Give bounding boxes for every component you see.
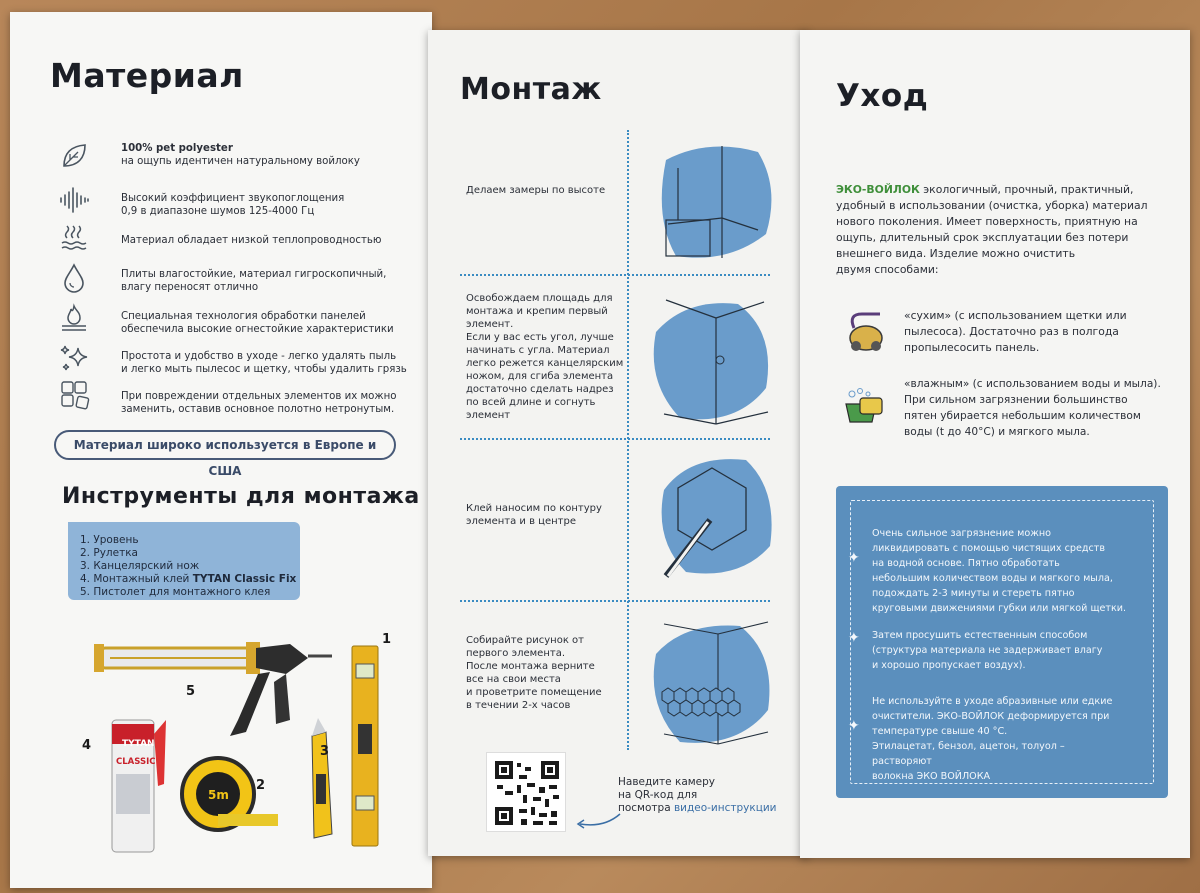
tape-measure-icon (182, 758, 278, 830)
tool-number: 3 (320, 744, 330, 759)
feature-item (58, 222, 418, 256)
material-panel (10, 12, 432, 888)
qr-caption-line: на QR-код для (618, 789, 698, 801)
tip-2 (872, 628, 1127, 673)
qr-caption-line: Наведите камеру (618, 776, 716, 788)
tip-line: (структура материала не задерживает влагу (872, 645, 1103, 656)
wet-line: «влажным» (с использованием воды и мыла). (904, 378, 1161, 390)
step-4-text (466, 634, 602, 712)
feature-line1: Специальная технология обработки панелей (121, 311, 366, 322)
tip-line: круговыми движениями губки или мягкой щетки. (872, 603, 1127, 614)
step-line: по всей длине и согнуть (466, 397, 596, 408)
step-3-text (466, 502, 602, 528)
dotted-divider (460, 274, 770, 276)
usage-badge: Материал широко используется в Европе и США (54, 430, 396, 460)
tiles-icon (58, 378, 90, 410)
step-line: Собирайте рисунок от (466, 635, 584, 646)
intro-line: ощупь, длительный срок эксплуатации без потери (836, 231, 1129, 244)
tip-line: подождать 2-3 минуты и стереть пятно (872, 588, 1075, 599)
step-line: первого элемента. (466, 648, 565, 659)
glue-illustration (650, 450, 780, 586)
tip-1 (872, 526, 1127, 616)
feature-line2: влагу переносят отлично (121, 282, 259, 293)
care-panel (800, 30, 1190, 858)
step-line: и проветрите помещение (466, 687, 602, 698)
step-line: начинать с угла. Материал (466, 345, 610, 356)
step-line: Если у вас есть угол, лучше (466, 332, 614, 343)
wet-method (904, 376, 1184, 440)
feature-item (58, 342, 418, 376)
step-line: Клей наносим по контуру (466, 503, 602, 514)
sparkle-icon (58, 342, 90, 374)
tip-line: ликвидировать с помощью чистящих средств (872, 543, 1106, 554)
tip-line: Очень сильное загрязнение можно (872, 528, 1051, 539)
step-line: ножом, для сгиба элемента (466, 371, 614, 382)
sparkle-icon: ✦ (848, 550, 860, 566)
tool-number: 2 (256, 778, 266, 793)
corner-illustration (646, 292, 782, 432)
feature-line1: Материал обладает низкой теплопроводностью (121, 235, 382, 246)
step-line: элемент. (466, 319, 514, 330)
step-line: элемента и в центре (466, 516, 576, 527)
tool-item-text: 4. Монтажный клей (80, 573, 193, 585)
water-drop-icon (58, 262, 90, 294)
feature-line1: 100% pet polyester (121, 143, 233, 154)
fire-icon (58, 302, 90, 334)
heat-icon (58, 222, 90, 254)
step-line: Делаем замеры по высоте (466, 185, 606, 196)
intro-line: нового поколения. Имеет поверхность, приятную на (836, 215, 1138, 228)
feature-line2: и легко мыть пылесос и щетку, чтобы удалить грязь (121, 364, 407, 375)
feature-item (58, 302, 418, 336)
montage-panel (428, 30, 808, 856)
dry-line: пылесоса). Достаточно раз в полгода (904, 325, 1119, 338)
tip-line: на водной основе. Пятно обработать (872, 558, 1060, 569)
feature-line1: При повреждении отдельных элементов их можно (121, 391, 397, 402)
video-instruction-link[interactable]: видео-инструкции (673, 802, 777, 814)
tools-title: Инструменты для монтажа (62, 484, 420, 509)
tool-item: 1. Уровень (80, 534, 139, 546)
tool-item (80, 573, 300, 586)
care-intro (836, 182, 1176, 278)
qr-caption-text: посмотра (618, 802, 674, 814)
sparkle-icon: ✦ (848, 718, 860, 734)
dotted-divider (460, 438, 770, 440)
bucket-sponge-icon (842, 386, 886, 426)
intro-line: удобный в использовании (очистка, уборка) материал (836, 199, 1148, 212)
tool-item: 5. Пистолет для монтажного клея (80, 586, 271, 598)
tool-item: 3. Канцелярский нож (80, 560, 200, 572)
feature-item (58, 378, 418, 415)
feature-line2: обеспечила высокие огнестойкие характеристики (121, 324, 394, 335)
tip-line: и хорошо пропускает воздух). (872, 660, 1026, 671)
dry-line: «сухим» (с использованием щетки или (904, 309, 1127, 322)
qr-caption (618, 776, 777, 815)
tip-line: температуре свыше 40 °С. (872, 726, 1008, 737)
soundwave-icon (58, 184, 90, 216)
wet-line: При сильном загрязнении большинство (904, 394, 1128, 406)
feature-line1: Плиты влагостойкие, материал гигроскопичный, (121, 269, 387, 280)
spirit-level-icon (352, 646, 378, 846)
tip-3 (872, 694, 1127, 784)
tip-line: очистители. ЭКО-ВОЙЛОК деформируется при (872, 711, 1110, 722)
step-line: элемент (466, 410, 511, 421)
feature-line2: 0,9 в диапазоне шумов 125-4000 Гц (121, 206, 315, 217)
tip-line: Не используйте в уходе абразивные или едкие (872, 696, 1113, 707)
wet-line: воды (t до 40°С) и мягкого мыла. (904, 426, 1090, 438)
tip-line: Затем просушить естественным способом (872, 630, 1088, 641)
intro-line: внешнего вида. Изделие можно очистить (836, 247, 1076, 260)
step-line: достаточно сделать надрез (466, 384, 614, 395)
step-line: легко режется канцелярским (466, 358, 624, 369)
sparkle-icon: ✦ (848, 630, 860, 646)
wet-line: пятен убирается небольшим количеством (904, 410, 1141, 422)
tube-type-label: CLASSIC (116, 757, 156, 767)
feature-line1: Высокий коэффициент звукопоглощения (121, 193, 345, 204)
leaf-icon (58, 140, 90, 172)
material-title: Материал (50, 56, 244, 95)
step-line: все на свои места (466, 674, 561, 685)
glue-brand: TYTAN Classic Fix (192, 573, 297, 585)
feature-item (58, 184, 418, 218)
care-title: Уход (836, 78, 929, 114)
tools-illustration (50, 624, 410, 860)
step-line: После монтажа верните (466, 661, 595, 672)
tip-line: Этилацетат, бензол, ацетон, толуол – растворяют (872, 741, 1065, 767)
intro-text: экологичный, прочный, практичный, (919, 183, 1134, 196)
tube-brand-label: TYTAN (122, 739, 155, 749)
feature-line1: Простота и удобство в уходе - легко удалять пыль (121, 351, 397, 362)
dotted-divider (627, 130, 629, 750)
feature-line2: заменить, оставив основное полотно нетронутым. (121, 404, 395, 415)
measure-illustration (648, 138, 788, 268)
arrow-icon (574, 808, 624, 832)
utility-knife-icon (312, 718, 332, 838)
tool-item: 2. Рулетка (80, 547, 138, 559)
dotted-divider (460, 600, 770, 602)
feature-item (58, 140, 418, 174)
step-line: Освобождаем площадь для (466, 293, 613, 304)
feature-line2: на ощупь идентичен натуральному войлоку (121, 156, 360, 167)
qr-code-icon (487, 753, 567, 833)
tip-line: волокна ЭКО ВОЙЛОКА (872, 771, 991, 782)
tip-line: небольшим количеством воды и мягкого мыла, (872, 573, 1113, 584)
step-2-text (466, 292, 623, 422)
step-line: монтажа и крепим первый (466, 306, 608, 317)
step-1-text (466, 184, 605, 197)
pattern-illustration (644, 614, 784, 754)
tape-label: 5m (208, 788, 229, 802)
brand-name: ЭКО-ВОЙЛОК (836, 183, 920, 196)
tool-number: 1 (382, 632, 392, 647)
dry-method (904, 308, 1174, 356)
feature-item (58, 262, 418, 296)
intro-line (836, 182, 1176, 198)
tool-number: 5 (186, 684, 196, 699)
montage-title: Монтаж (460, 72, 602, 107)
qr-caption-line (618, 802, 777, 815)
tool-number: 4 (82, 738, 92, 753)
step-line: в течении 2-х часов (466, 700, 571, 711)
tools-list (68, 522, 300, 600)
care-tips-box (836, 486, 1168, 798)
qr-code[interactable] (486, 752, 566, 832)
intro-line: двумя способами: (836, 263, 939, 276)
vacuum-icon (840, 310, 888, 354)
dry-line: пропылесосить панель. (904, 341, 1040, 354)
